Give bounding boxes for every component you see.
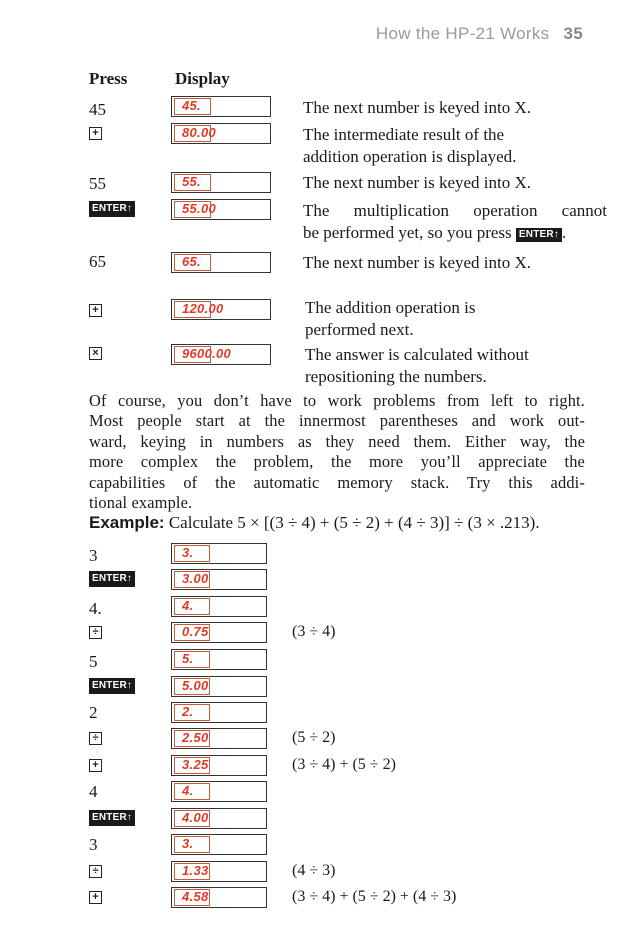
header-title: How the HP-21 Works: [375, 24, 550, 43]
display-box: [171, 252, 271, 273]
display-value: 0.75: [182, 624, 209, 639]
press-3: 3: [89, 835, 98, 854]
display-box: [171, 676, 267, 697]
display-value: 45.: [182, 98, 201, 113]
plus-key-icon: +: [89, 759, 102, 772]
step-comment: (3 ÷ 4) + (5 ÷ 2) + (4 ÷ 3): [292, 888, 457, 905]
example-label: Example:: [89, 513, 165, 532]
step-comment: (3 ÷ 4): [292, 623, 336, 640]
display-value: 4.: [182, 783, 194, 798]
display-box: [171, 596, 267, 617]
press-5: 5: [89, 652, 98, 671]
display-column-header: Display: [175, 69, 230, 88]
display-value: 65.: [182, 254, 201, 269]
enter-key-icon: ENTER↑: [89, 571, 135, 587]
display-value: 1.33: [182, 863, 209, 878]
display-value: 3.25: [182, 757, 209, 772]
enter-key-icon: ENTER↑: [89, 678, 135, 694]
display-box: [171, 649, 267, 670]
press-65: 65: [89, 252, 106, 271]
display-box: [171, 781, 267, 802]
enter-key-icon: ENTER↑: [516, 228, 562, 242]
display-value: 3.: [182, 836, 194, 851]
press-4-decimal: 4.: [89, 599, 102, 618]
display-box: [171, 861, 267, 882]
step-description: The next number is keyed into X.: [303, 173, 532, 192]
display-box: [171, 299, 271, 320]
display-box: [171, 96, 271, 117]
step-comment: (3 ÷ 4) + (5 ÷ 2): [292, 756, 396, 773]
press-55: 55: [89, 174, 106, 193]
display-value: 5.: [182, 651, 194, 666]
divide-key-icon: ÷: [89, 732, 102, 745]
display-value: 5.00: [182, 678, 209, 693]
page-header: [376, 24, 583, 44]
step-description: The next number is keyed into X.: [303, 98, 532, 117]
plus-key-icon: +: [89, 304, 102, 317]
step-description: The intermediate result of the addition operation is displayed.: [303, 125, 517, 166]
display-box: [171, 755, 267, 776]
display-value: 4.58: [182, 889, 209, 904]
divide-key-icon: ÷: [89, 865, 102, 878]
display-box: [171, 622, 267, 643]
press-3: 3: [89, 546, 98, 565]
display-box: [171, 344, 271, 365]
display-box: [171, 123, 271, 144]
display-value: 2.50: [182, 730, 209, 745]
step-description: The addition operation is performed next.: [305, 298, 476, 339]
press-45: 45: [89, 100, 106, 119]
display-value: 3.00: [182, 571, 209, 586]
step-description: The answer is calculated without repositioning the numbers.: [305, 345, 529, 386]
display-value: 80.00: [182, 125, 217, 140]
divide-key-icon: ÷: [89, 626, 102, 639]
display-box: [171, 702, 267, 723]
plus-key-icon: +: [89, 891, 102, 904]
display-value: 9600.00: [182, 346, 232, 361]
display-value: 2.: [182, 704, 194, 719]
example-text: Calculate 5 × [(3 ÷ 4) + (5 ÷ 2) + (4 ÷ 3)] ÷ (3 × .213).: [164, 513, 540, 532]
display-value: 120.00: [182, 301, 224, 316]
display-value: 4.00: [182, 810, 209, 825]
display-box: [171, 543, 267, 564]
press-2: 2: [89, 703, 98, 722]
display-box: [171, 834, 267, 855]
display-box: [171, 199, 271, 220]
multiply-key-icon: ×: [89, 347, 102, 360]
example-statement: [89, 513, 540, 533]
page-number: 35: [563, 24, 583, 43]
display-value: 4.: [182, 598, 194, 613]
display-value: 55.: [182, 174, 201, 189]
display-box: [171, 808, 267, 829]
enter-key-icon: ENTER↑: [89, 201, 135, 217]
display-box: [171, 172, 271, 193]
display-value: 3.: [182, 545, 194, 560]
press-4: 4: [89, 782, 98, 801]
step-comment: (4 ÷ 3): [292, 862, 336, 879]
plus-key-icon: +: [89, 127, 102, 140]
press-column-header: Press: [89, 69, 128, 88]
step-description: The multiplication operation cannot be performed yet, so you press ENTER↑ .: [303, 201, 607, 242]
step-comment: (5 ÷ 2): [292, 729, 336, 746]
display-box: [171, 728, 267, 749]
body-paragraph: Of course, you don’t have to work problems from left to right. Most people start at the innermost parentheses and work out- ward, keying in numbers as they need them. Either way, the more complex the problem, the more you’ll appreciate the capabilities of the automatic memory stack. Try this addi- tional example.: [89, 391, 585, 513]
enter-key-icon: ENTER↑: [89, 810, 135, 826]
step-description: The next number is keyed into X.: [303, 253, 532, 272]
display-box: [171, 569, 267, 590]
display-box: [171, 887, 267, 908]
display-value: 55.00: [182, 201, 217, 216]
